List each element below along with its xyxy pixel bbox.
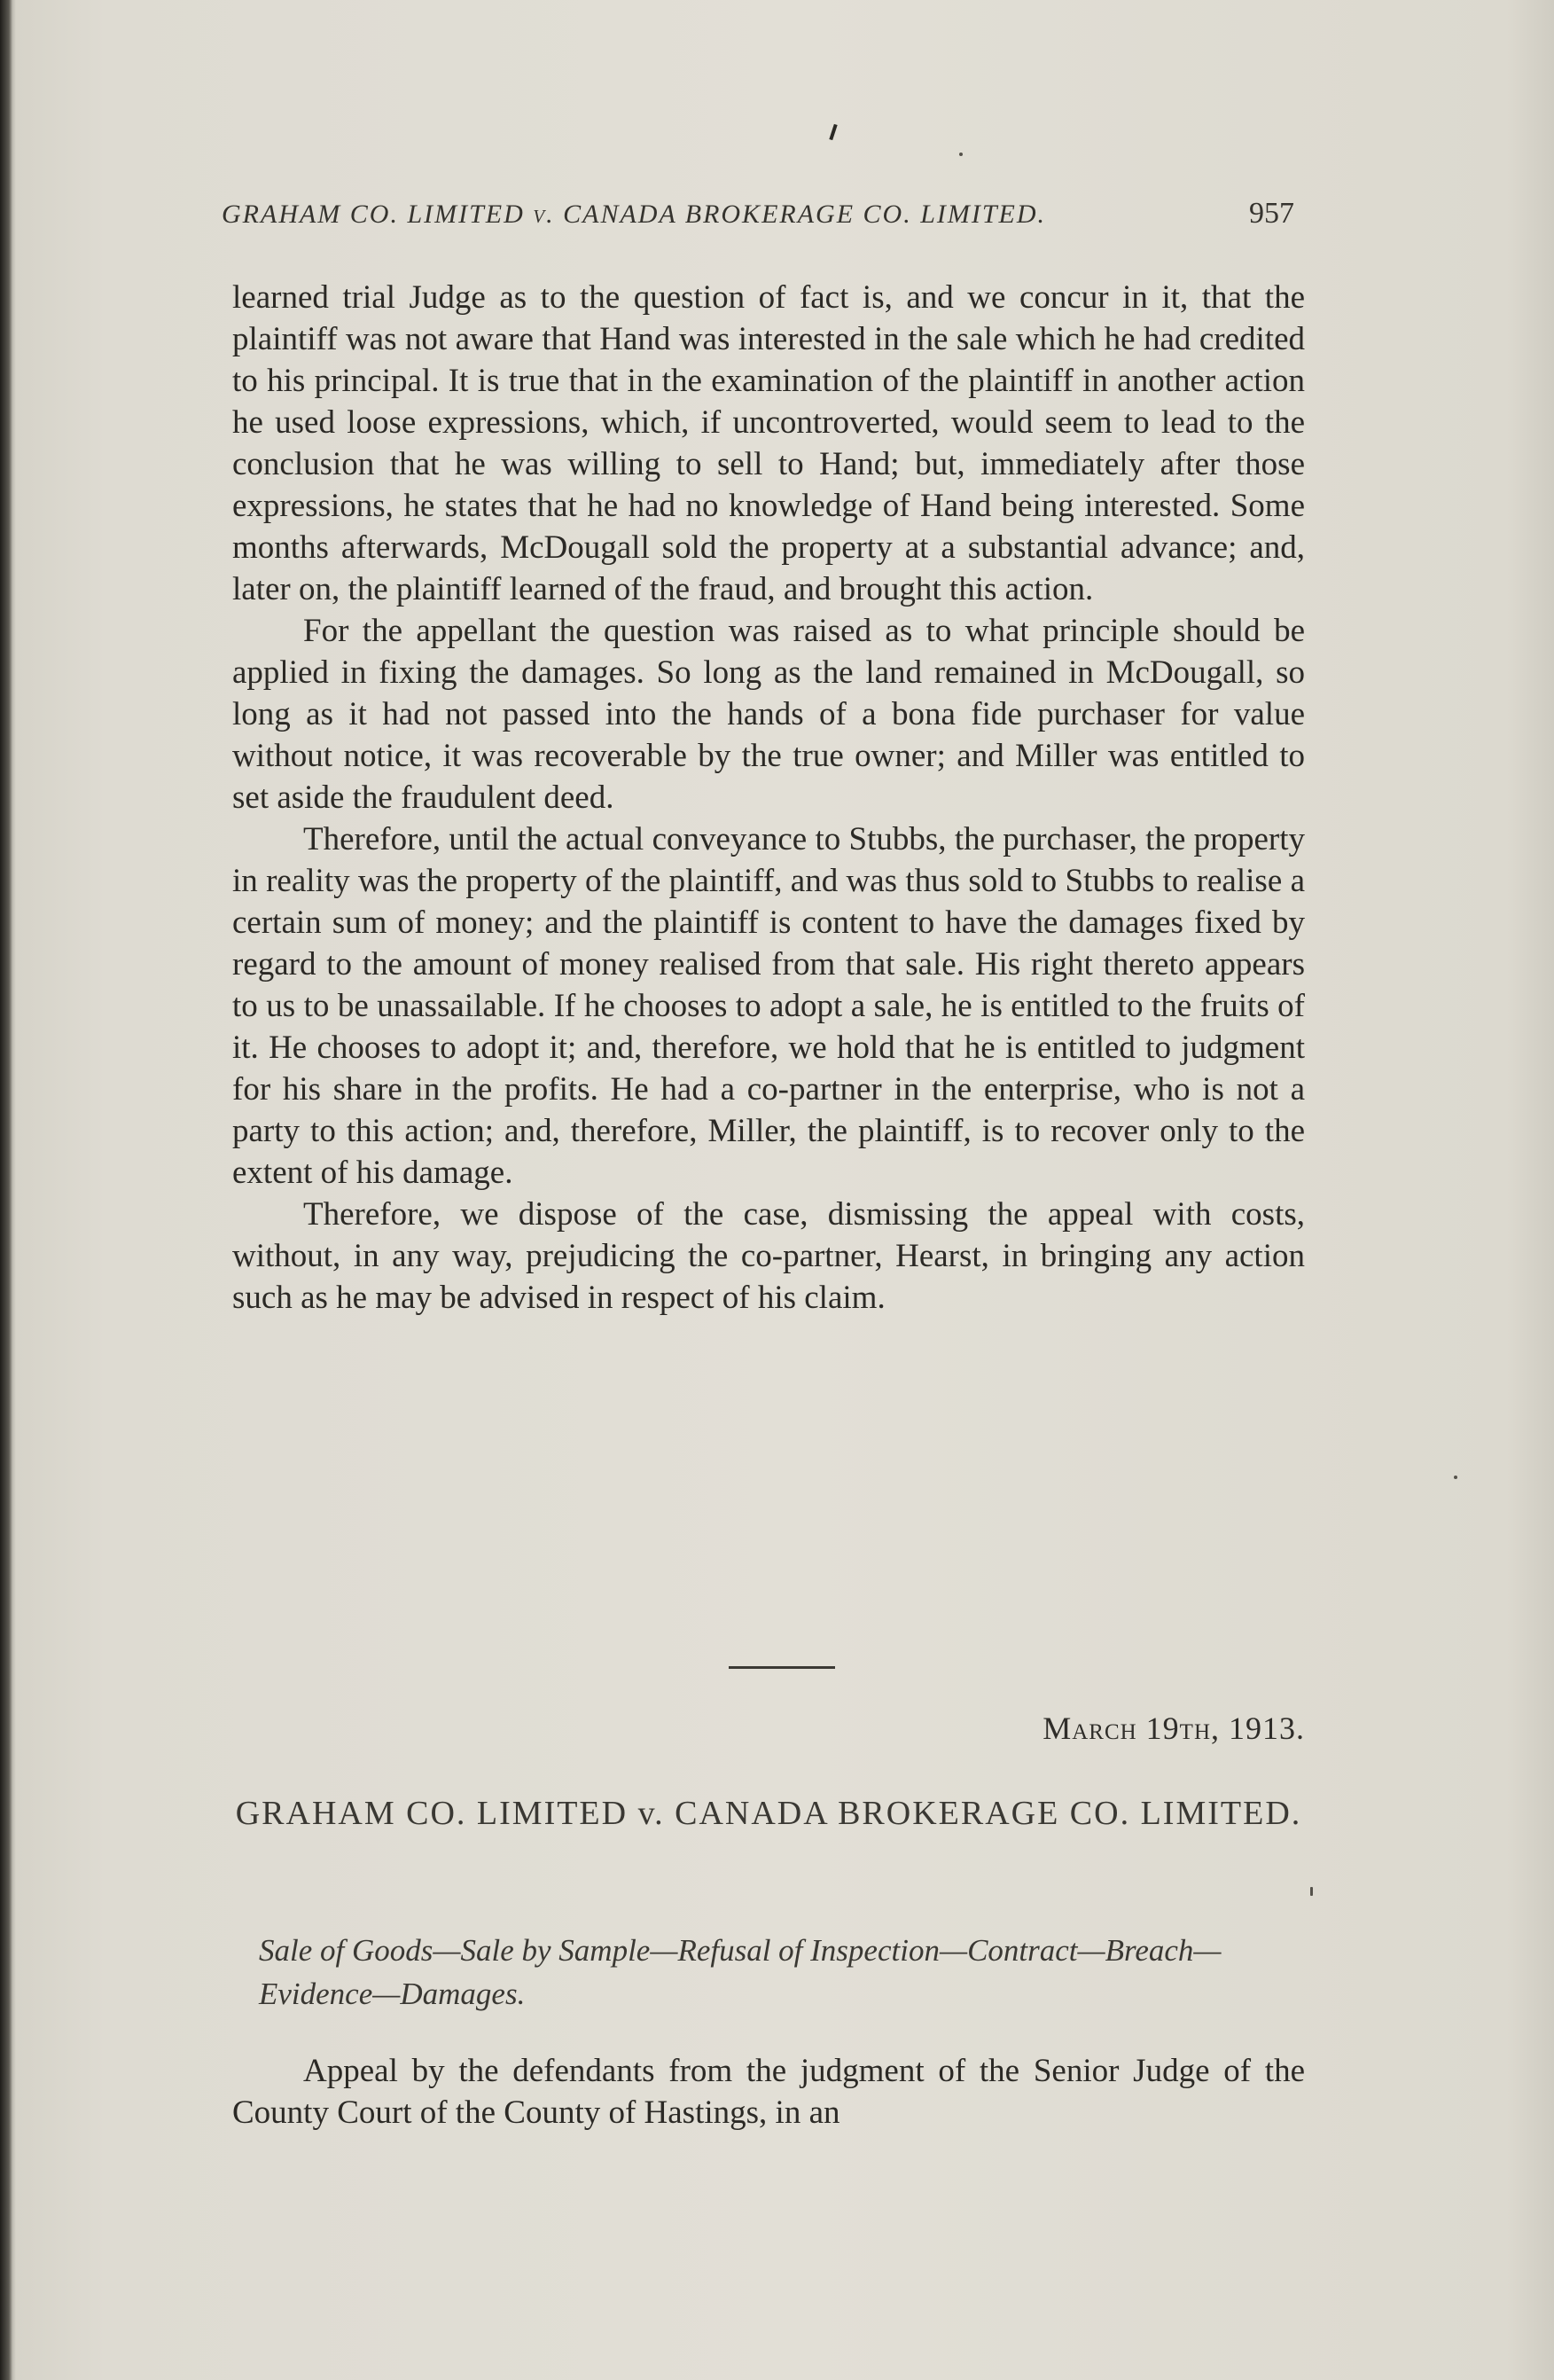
paper-speck: [1310, 1887, 1313, 1896]
paragraph: Therefore, we dispose of the case, dismissing the appeal with costs, without, in any way, prejudicing the co-partner, Hearst, in bringing any action such as he may be advised in respect of his claim.: [232, 1196, 1305, 1316]
paragraph: learned trial Judge as to the question of fact is, and we concur in it, that the plaintiff was not aware that Hand was interested in the sale which he had credited to his principal. It is true that in the examination of the plaintiff in another action he used loose expressions, which, if uncontroverted, would seem to lead to the conclusion that he was willing to sell to Hand; but, immediately after those expressions, he states that he had no knowledge of Hand being interested. Some months afterwards, McDougall sold the property at a substantial advance; and, later on, the plaintiff learned of the fraud, and brought this action.: [232, 279, 1305, 607]
case-date: March 19th, 1913.: [1043, 1711, 1305, 1746]
paper-speck: [959, 153, 963, 156]
paper-speck: [1454, 1476, 1457, 1479]
paragraph: Therefore, until the actual conveyance to Stubbs, the purchaser, the property in reality was the property of the plaintiff, and was thus sold to Stubbs to realise a certain sum of money; and the plaintiff is content to have the damages fixed by regard to the amount of money realised from that sale. His right thereto appears to us to be unassailable. If he chooses to adopt a sale, he is entitled to the fruits of it. He chooses to adopt it; and, therefore, we hold that he is entitled to judgment for his share in the profits. He had a co-partner in the enterprise, who is not a party to this action; and, therefore, Miller, the plaintiff, is to recover only to the extent of his damage.: [232, 821, 1305, 1191]
paragraph: For the appellant the question was raised as to what principle should be applied in fixing the damages. So long as the land remained in McDougall, so long as it had not passed into the hands of a bona fide purchaser for value without notice, it was recoverable by the true owner; and Miller was entitled to set aside the fraudulent deed.: [232, 613, 1305, 816]
running-header: [222, 197, 1294, 231]
judgment-text: [232, 277, 1305, 1319]
book-spine: [0, 0, 12, 2380]
case-title: GRAHAM CO. LIMITED v. CANADA BROKERAGE CO. LIMITED.: [235, 1795, 1302, 1832]
appeal-paragraph: [232, 2050, 1305, 2133]
ink-mark: [829, 124, 837, 140]
page-number: 957: [1249, 197, 1294, 230]
paragraph: Appeal by the defendants from the judgment of the Senior Judge of the County Court of the County of Hastings, in an: [232, 2053, 1305, 2131]
running-title: GRAHAM CO. LIMITED v. CANADA BROKERAGE CO. LIMITED.: [222, 200, 1047, 229]
case-headnote: Sale of Goods—Sale by Sample—Refusal of Inspection—Contract—Breach—Evidence—Damages.: [259, 1933, 1222, 2011]
section-divider: [729, 1666, 835, 1669]
